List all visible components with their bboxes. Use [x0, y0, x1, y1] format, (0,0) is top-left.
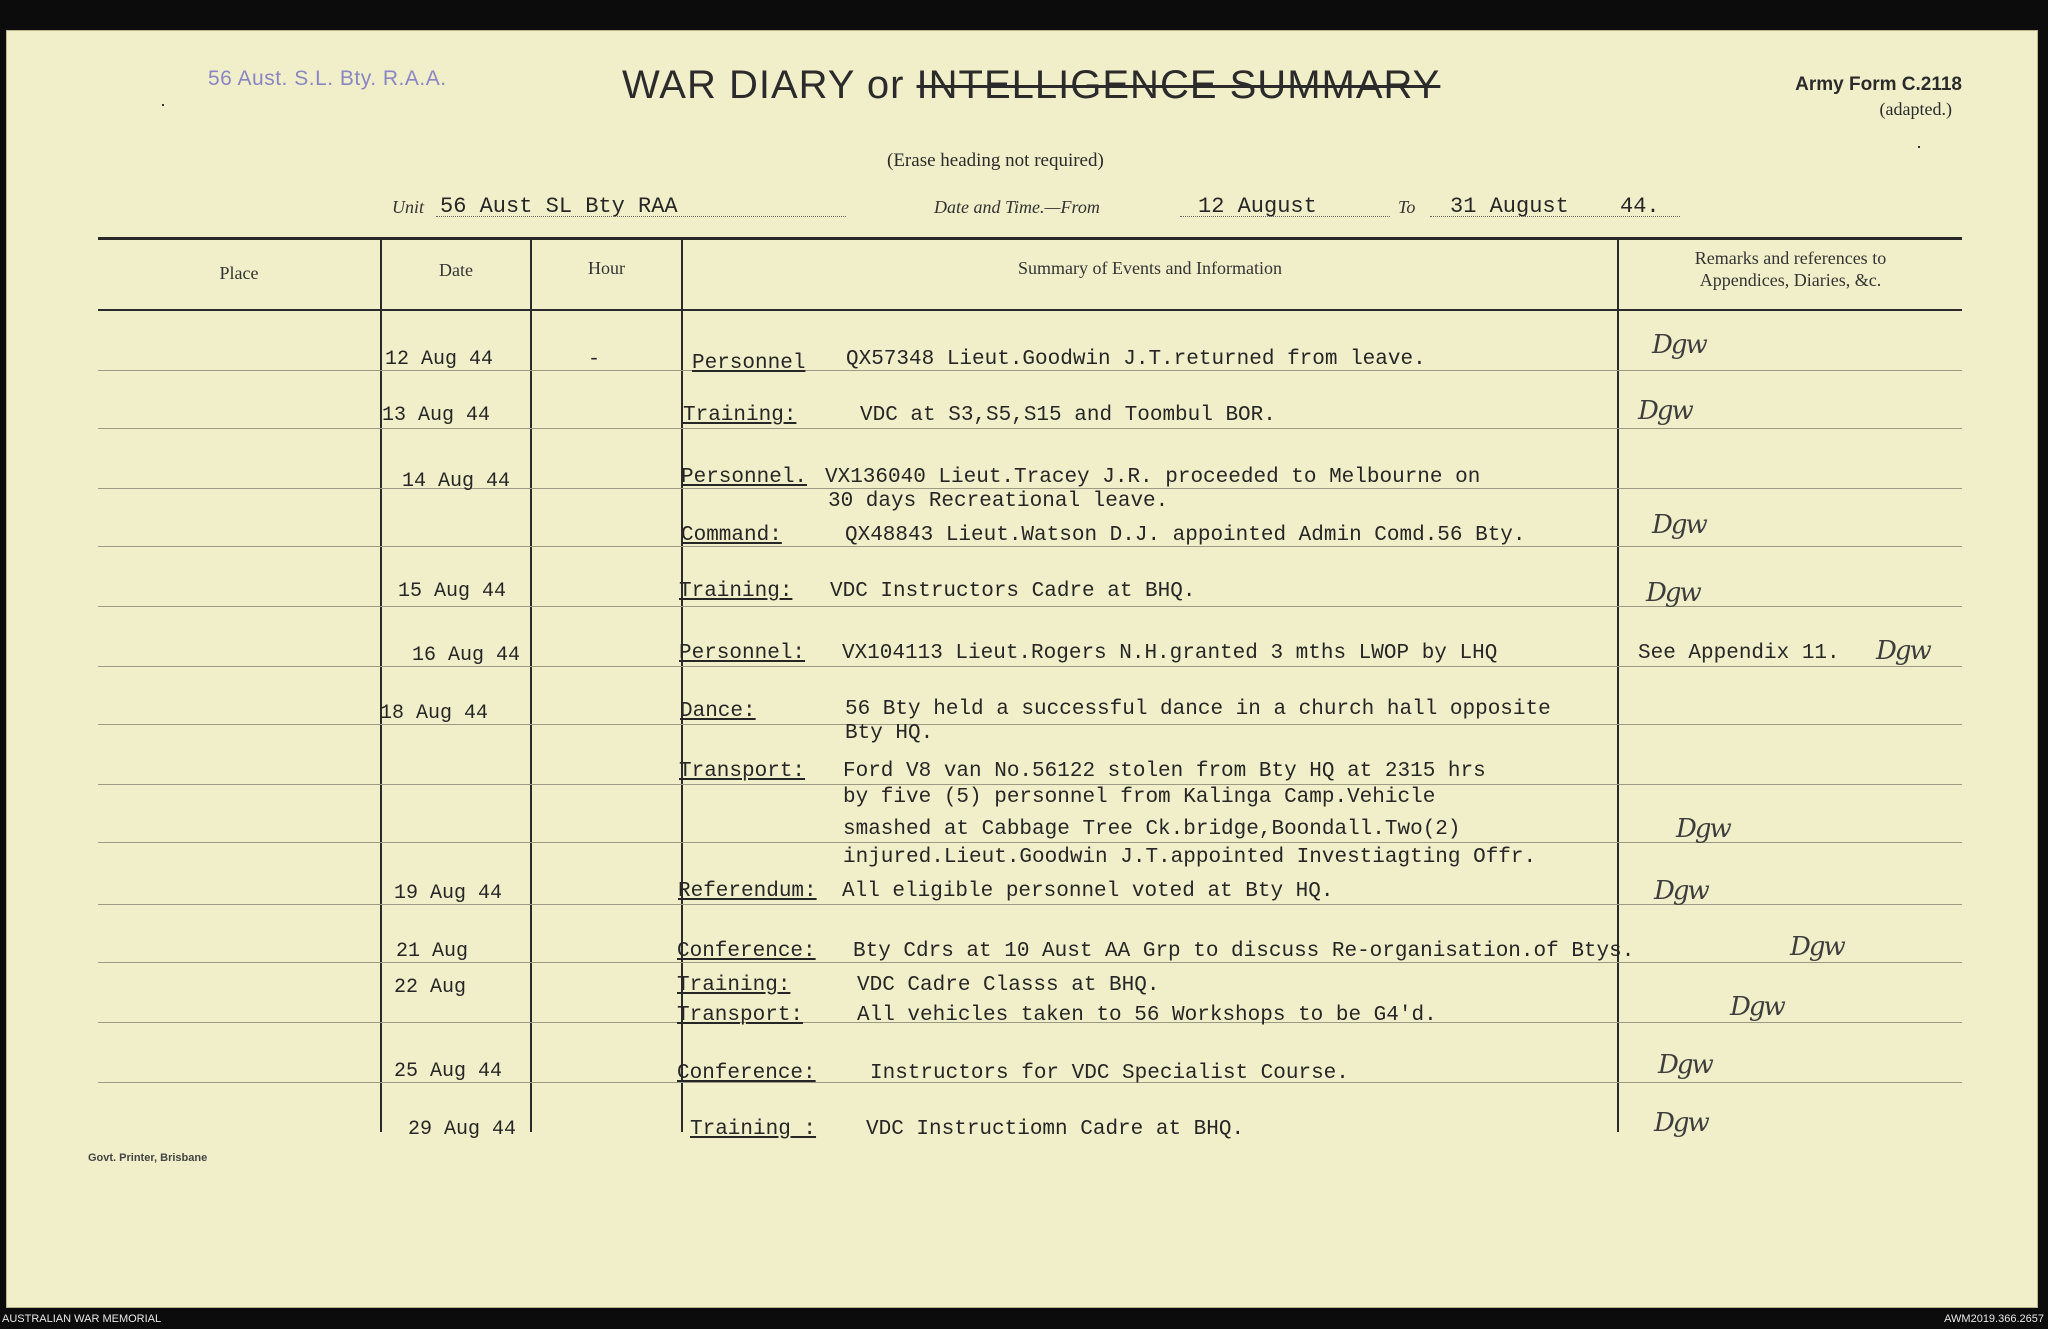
paper-fleck	[1918, 146, 1920, 148]
form-number	[1795, 73, 1962, 121]
entry-text-continued: by five (5) personnel from Kalinga Camp.Vehicle	[843, 786, 1436, 809]
column-divider-date	[530, 237, 532, 1132]
entry-category	[677, 940, 816, 963]
initials: Dgw	[1658, 1050, 1712, 1080]
year: 44.	[1620, 194, 1660, 219]
header-summary: Summary of Events and Information	[1018, 258, 1282, 278]
date-label: Date and Time.—From	[934, 197, 1100, 217]
ruled-line	[98, 428, 1962, 429]
entry-text: VDC Instructiomn Cadre at BHQ.	[866, 1118, 1245, 1141]
entry-hour: -	[588, 348, 601, 371]
entry-text: VX104113 Lieut.Rogers N.H.granted 3 mths LWOP by LHQ	[842, 642, 1498, 665]
archive-id: AWM2019.366.2657	[1944, 1313, 2044, 1325]
header-date: Date	[439, 260, 473, 280]
entry-date: 29 Aug 44	[408, 1118, 517, 1141]
table-top-rule	[98, 237, 1962, 240]
diary-page	[6, 30, 2038, 1308]
unit-label: Unit	[392, 197, 425, 217]
entry-category	[681, 466, 807, 489]
entry-category	[679, 580, 792, 603]
entry-text: VDC Instructors Cadre at BHQ.	[830, 580, 1196, 603]
entry-category-text: Conference:	[677, 1062, 816, 1085]
entry-category	[677, 974, 790, 997]
initials: Dgw	[1652, 510, 1706, 540]
unit-value: 56 Aust SL Bty RAA	[440, 194, 678, 219]
entry-text: VDC at S3,S5,S15 and Toombul BOR.	[860, 404, 1276, 427]
entry-category-text: Transport:	[677, 1004, 804, 1027]
initials: Dgw	[1638, 396, 1692, 426]
header-place: Place	[219, 263, 259, 283]
entry-remark: See Appendix 11.	[1638, 642, 1840, 665]
entry-category	[680, 700, 756, 723]
entry-category-text: Transport:	[679, 760, 806, 783]
paper-fleck	[162, 104, 164, 106]
entry-text-continued: injured.Lieut.Goodwin J.T.appointed Investiagting Offr.	[843, 846, 1537, 869]
entry-text: All eligible personnel voted at Bty HQ.	[842, 880, 1334, 903]
page-title	[622, 63, 1440, 108]
date-to: 31 August	[1450, 194, 1569, 219]
form-number-text: Army Form C.2118	[1795, 74, 1962, 95]
entry-text: VX136040 Lieut.Tracey J.R. proceeded to Melbourne on	[825, 466, 1481, 489]
entry-text-continued: smashed at Cabbage Tree Ck.bridge,Boondall.Two(2)	[843, 818, 1461, 841]
entry-date: 18 Aug 44	[380, 702, 489, 725]
form-note: (adapted.)	[1879, 99, 1952, 119]
entry-text: Instructors for VDC Specialist Course.	[870, 1062, 1349, 1085]
page-subtitle: (Erase heading not required)	[887, 150, 1104, 171]
entry-category-text: Training:	[679, 580, 793, 603]
entry-category	[679, 642, 805, 665]
entry-category-text: Personnel:	[679, 642, 806, 665]
entry-category-text: Training:	[683, 404, 797, 427]
date-to-dotted-line	[1430, 216, 1680, 217]
entry-date: 16 Aug 44	[412, 644, 521, 667]
entry-category-text: Personnel.	[681, 466, 808, 489]
header-remarks-line2: Appendices, Diaries, &c.	[1699, 270, 1882, 290]
ruled-line	[98, 784, 1962, 785]
archive-label: AUSTRALIAN WAR MEMORIAL	[2, 1313, 162, 1325]
entry-date: 12 Aug 44	[385, 348, 494, 371]
ruled-line	[98, 666, 1962, 667]
initials: Dgw	[1652, 330, 1706, 360]
entry-date: 13 Aug 44	[382, 404, 491, 427]
entry-category	[679, 760, 805, 783]
entry-text: QX57348 Lieut.Goodwin J.T.returned from leave.	[846, 348, 1426, 371]
initials: Dgw	[1646, 578, 1700, 608]
unit-stamp: 56 Aust. S.L. Bty. R.A.A.	[208, 67, 447, 90]
entry-text: All vehicles taken to 56 Workshops to be G4'd.	[857, 1004, 1437, 1027]
entry-text: QX48843 Lieut.Watson D.J. appointed Admin Comd.56 Bty.	[845, 524, 1526, 547]
entry-text: Ford V8 van No.56122 stolen from Bty HQ at 2315 hrs	[843, 760, 1486, 783]
header-remarks-line1: Remarks and references to	[1694, 248, 1887, 268]
entry-category	[681, 524, 782, 547]
entry-date: 14 Aug 44	[402, 470, 511, 493]
date-from: 12 August	[1198, 194, 1317, 219]
title-struck-text: INTELLIGENCE SUMMARY	[916, 63, 1441, 107]
initials: Dgw	[1676, 814, 1730, 844]
entry-category-text: Training:	[677, 974, 791, 997]
entry-date: 15 Aug 44	[398, 580, 507, 603]
unit-dotted-line	[436, 216, 846, 217]
entry-category	[683, 404, 796, 427]
entry-category-text: Referendum:	[678, 880, 817, 903]
entry-category	[678, 880, 817, 903]
initials: Dgw	[1730, 992, 1784, 1022]
initials: Dgw	[1790, 932, 1844, 962]
initials: Dgw	[1654, 1108, 1708, 1138]
entry-category	[677, 1062, 816, 1085]
entry-category	[692, 352, 805, 375]
entry-category-text: Personnel	[692, 352, 806, 375]
column-divider-summary	[1617, 237, 1619, 1132]
entry-date: 22 Aug	[394, 976, 467, 999]
initials: Dgw	[1654, 876, 1708, 906]
column-divider-place	[380, 237, 382, 1132]
table-header-rule	[98, 309, 1962, 311]
initials: Dgw	[1876, 636, 1930, 666]
date-from-dotted-line	[1180, 216, 1390, 217]
title-text: WAR DIARY or	[622, 63, 917, 107]
printer-imprint: Govt. Printer, Brisbane	[88, 1152, 208, 1164]
entry-text: 56 Bty held a successful dance in a church hall opposite	[845, 698, 1551, 721]
entry-date: 25 Aug 44	[394, 1060, 503, 1083]
entry-text-continued: 30 days Recreational leave.	[828, 490, 1169, 513]
entry-category-text: Conference:	[677, 940, 816, 963]
entry-category	[690, 1118, 816, 1141]
header-remarks	[1619, 247, 1962, 291]
entry-text-continued: Bty HQ.	[845, 722, 934, 745]
to-label: To	[1398, 197, 1416, 217]
entry-date: 19 Aug 44	[394, 882, 503, 905]
entry-text: VDC Cadre Classs at BHQ.	[857, 974, 1160, 997]
entry-category-text: Dance:	[680, 700, 756, 723]
entry-category-text: Training :	[690, 1118, 817, 1141]
entry-category-text: Command:	[681, 524, 782, 547]
ruled-line	[98, 724, 1962, 725]
header-hour: Hour	[588, 258, 625, 278]
entry-category	[677, 1004, 803, 1027]
column-divider-hour	[681, 237, 683, 1132]
entry-date: 21 Aug	[396, 940, 469, 963]
entry-text: Bty Cdrs at 10 Aust AA Grp to discuss Re-organisation.of Btys.	[853, 940, 1635, 963]
